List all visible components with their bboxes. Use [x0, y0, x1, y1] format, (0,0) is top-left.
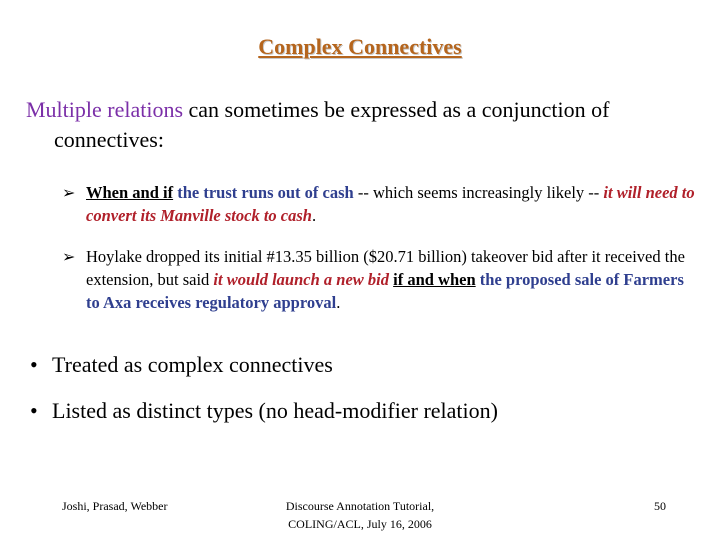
footer-authors: Joshi, Prasad, Webber: [62, 499, 168, 513]
intro-paragraph: [26, 95, 720, 155]
example-2-arg1: it would launch a new bid: [213, 270, 389, 289]
bullet-text: Listed as distinct types (no head-modifier relation): [52, 398, 498, 423]
page-number: 50: [654, 499, 666, 513]
bullet-text: Treated as complex connectives: [52, 352, 333, 377]
example-2: [62, 245, 696, 314]
footer-venue-line-1: Discourse Annotation Tutorial,: [285, 499, 435, 513]
arrow-bullet-icon: ➢: [62, 247, 76, 266]
example-1-arg2: the trust runs out of cash: [177, 183, 354, 202]
slide-title: Complex Connectives: [258, 34, 462, 59]
example-1-arg1: it will need to convert its Manville stock to cash: [86, 183, 695, 225]
example-2-text: Hoylake dropped its initial #13.35 billion ($20.71 billion) takeover bid after it received the extension, but said: [86, 247, 685, 289]
example-1-mid: -- which seems increasingly likely --: [353, 183, 604, 202]
bullet-icon: •: [30, 398, 38, 423]
example-1-end: .: [311, 206, 317, 225]
footer-venue: [240, 497, 480, 533]
intro-highlight: Multiple relations: [26, 97, 184, 122]
connective-if-and-when: if and when: [393, 270, 476, 289]
bullet-icon: •: [30, 352, 38, 377]
intro-text: can sometimes be expressed as a conjunction of connectives:: [54, 97, 610, 152]
arrow-bullet-icon: ➢: [62, 183, 76, 202]
connective-when-and-if: When and if: [86, 183, 174, 202]
example-2-arg2: the proposed sale of Farmers to Axa receives regulatory approval: [86, 270, 684, 312]
example-2-end: .: [336, 293, 341, 312]
footer-venue-line-2: COLING/ACL, July 16, 2006: [288, 517, 432, 531]
example-1: [62, 181, 696, 227]
